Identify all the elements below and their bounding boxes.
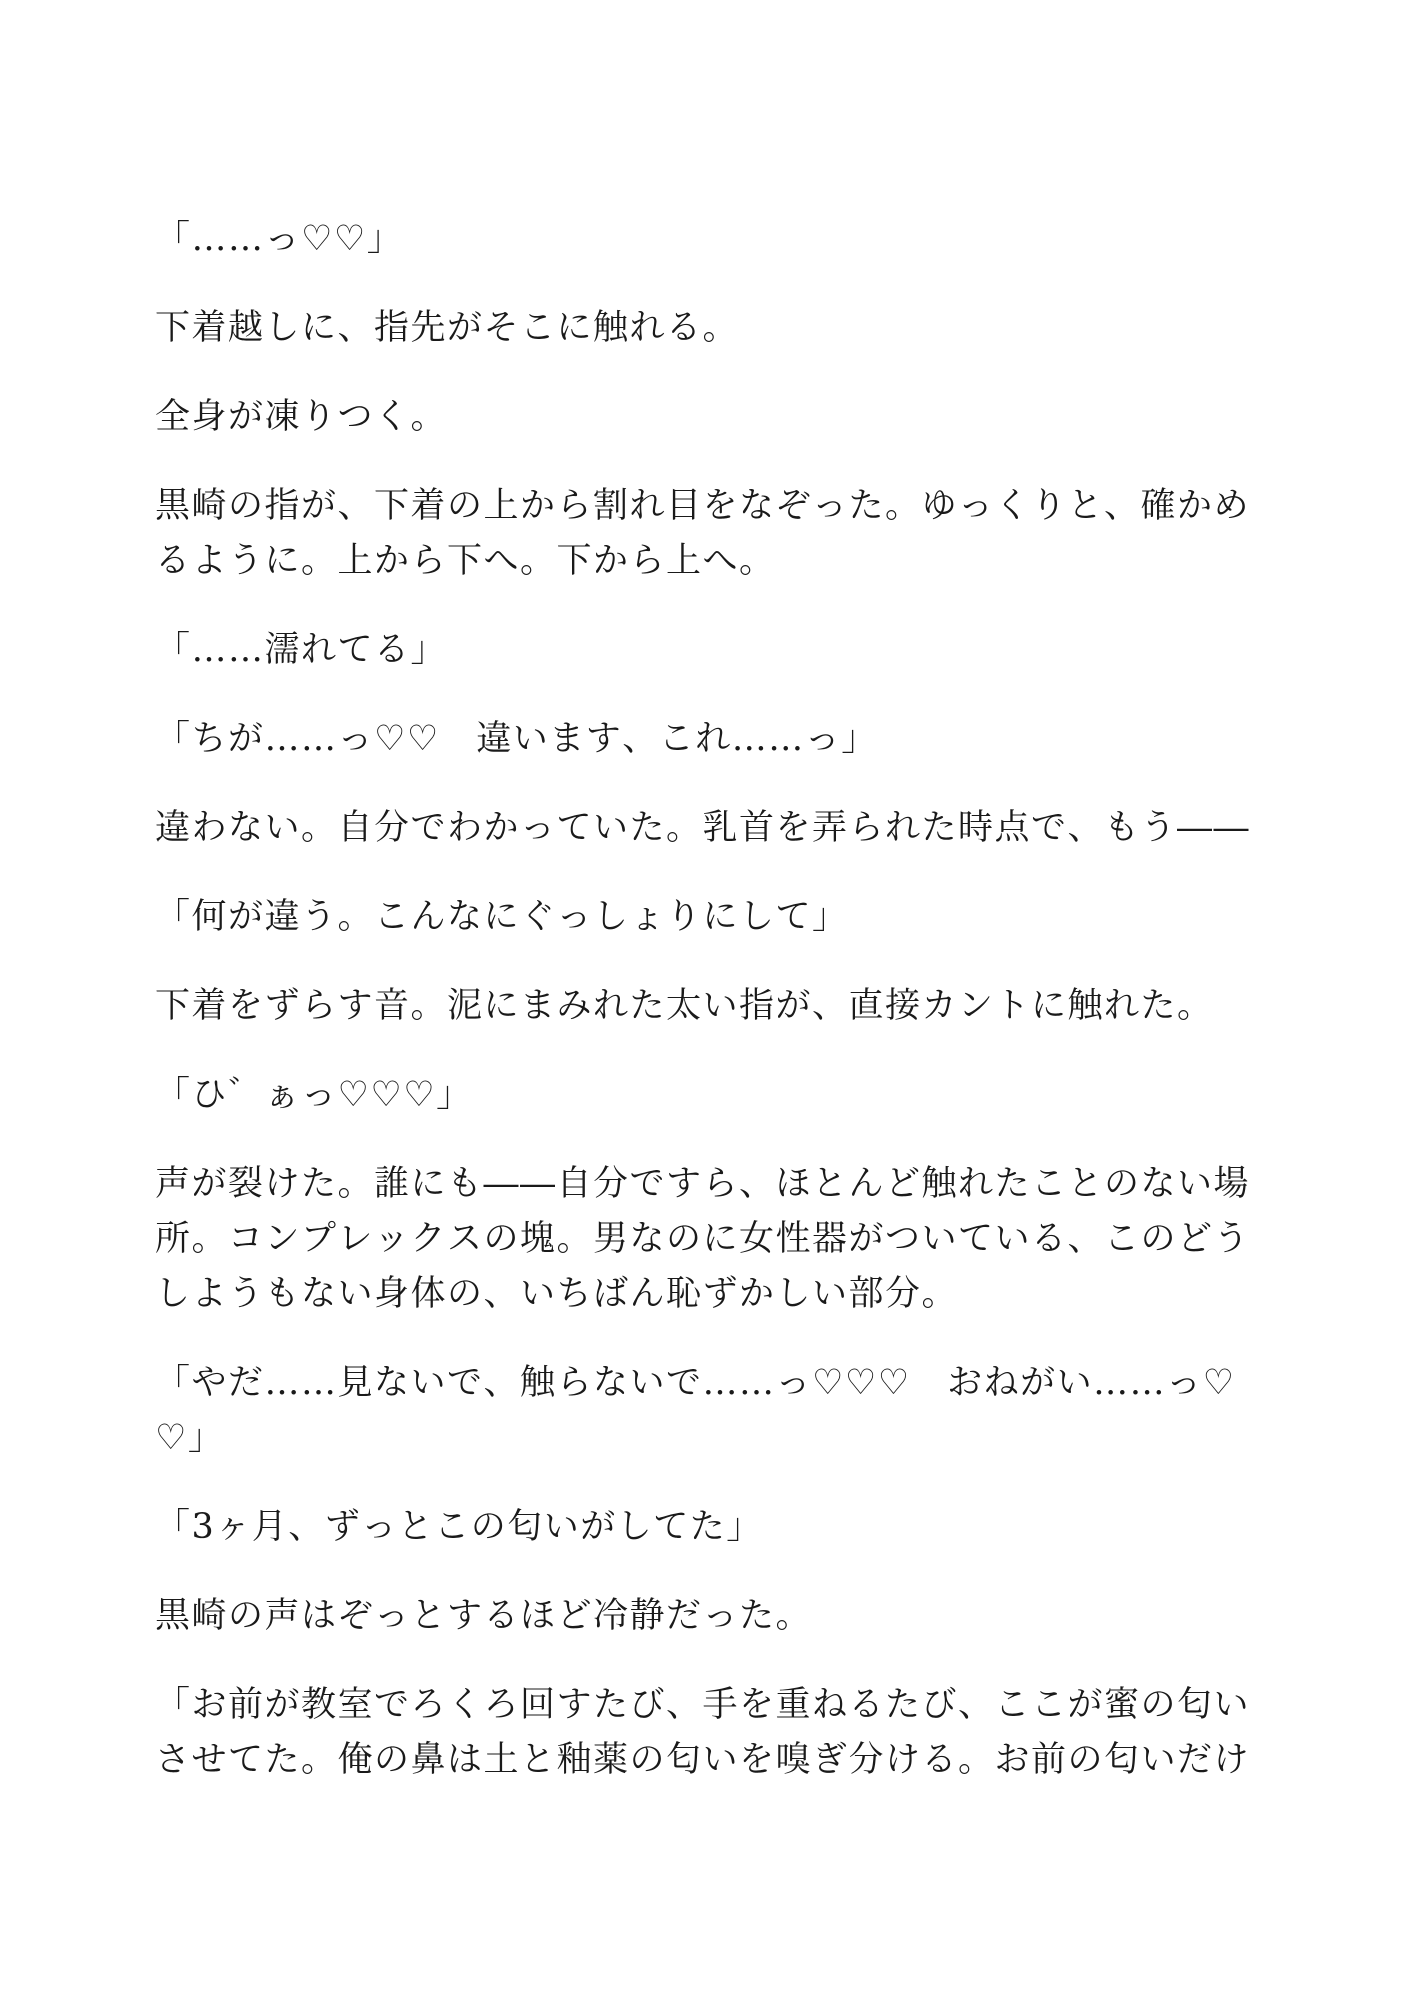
text-line: 「3ヶ月、ずっとこの匂いがしてた」 [155,1507,763,1547]
text-line: 「ひ゛ぁっ♡♡♡」 [155,1075,473,1115]
text-line: させてた。俺の鼻は土と釉薬の匂いを嗅ぎ分ける。お前の匂いだけ [155,1740,1251,1780]
text-line: 所。コンプレックスの塊。男なのに女性器がついている、このどう [155,1219,1251,1259]
paragraph [155,979,1275,1034]
paragraph [155,1500,1275,1555]
text-line: 「お前が教室でろくろ回すたび、手を重ねるたび、ここが蜜の匂い [155,1685,1251,1725]
text-line: 「やだ……見ないで、触らないで……っ♡♡♡ おねがい……っ♡ [155,1363,1236,1403]
paragraph [155,390,1275,445]
paragraph [155,1356,1275,1466]
text-line: るように。上から下へ。下から上へ。 [155,541,776,581]
text-line: 下着越しに、指先がそこに触れる。 [155,308,740,348]
text-line: 下着をずらす音。泥にまみれた太い指が、直接カントに触れた。 [155,986,1214,1026]
paragraph [155,623,1275,678]
text-line: 全身が凍りつく。 [155,397,448,437]
text-line: しようもない身体の、いちばん恥ずかしい部分。 [155,1274,959,1314]
paragraph [155,712,1275,767]
paragraph [155,1157,1275,1322]
text-line: ♡」 [155,1418,225,1458]
text-line: 黒崎の声はぞっとするほど冷静だった。 [155,1596,813,1636]
paragraph [155,212,1275,267]
paragraph [155,1068,1275,1123]
paragraph [155,890,1275,945]
text-line: 声が裂けた。誰にも――自分ですら、ほとんど触れたことのない場 [155,1164,1251,1204]
paragraph [155,1589,1275,1644]
paragraph [155,479,1275,589]
text-line: 「何が違う。こんなにぐっしょりにして」 [155,897,849,937]
text-line: 黒崎の指が、下着の上から割れ目をなぞった。ゆっくりと、確かめ [155,486,1251,526]
text-line: 違わない。自分でわかっていた。乳首を弄られた時点で、もう―― [155,808,1251,848]
text-line: 「……濡れてる」 [155,630,448,670]
paragraph [155,301,1275,356]
text-line: 「……っ♡♡」 [155,219,404,259]
paragraph [155,1678,1275,1788]
paragraph [155,801,1275,856]
text-line: 「ちが……っ♡♡ 違います、これ……っ」 [155,719,878,759]
